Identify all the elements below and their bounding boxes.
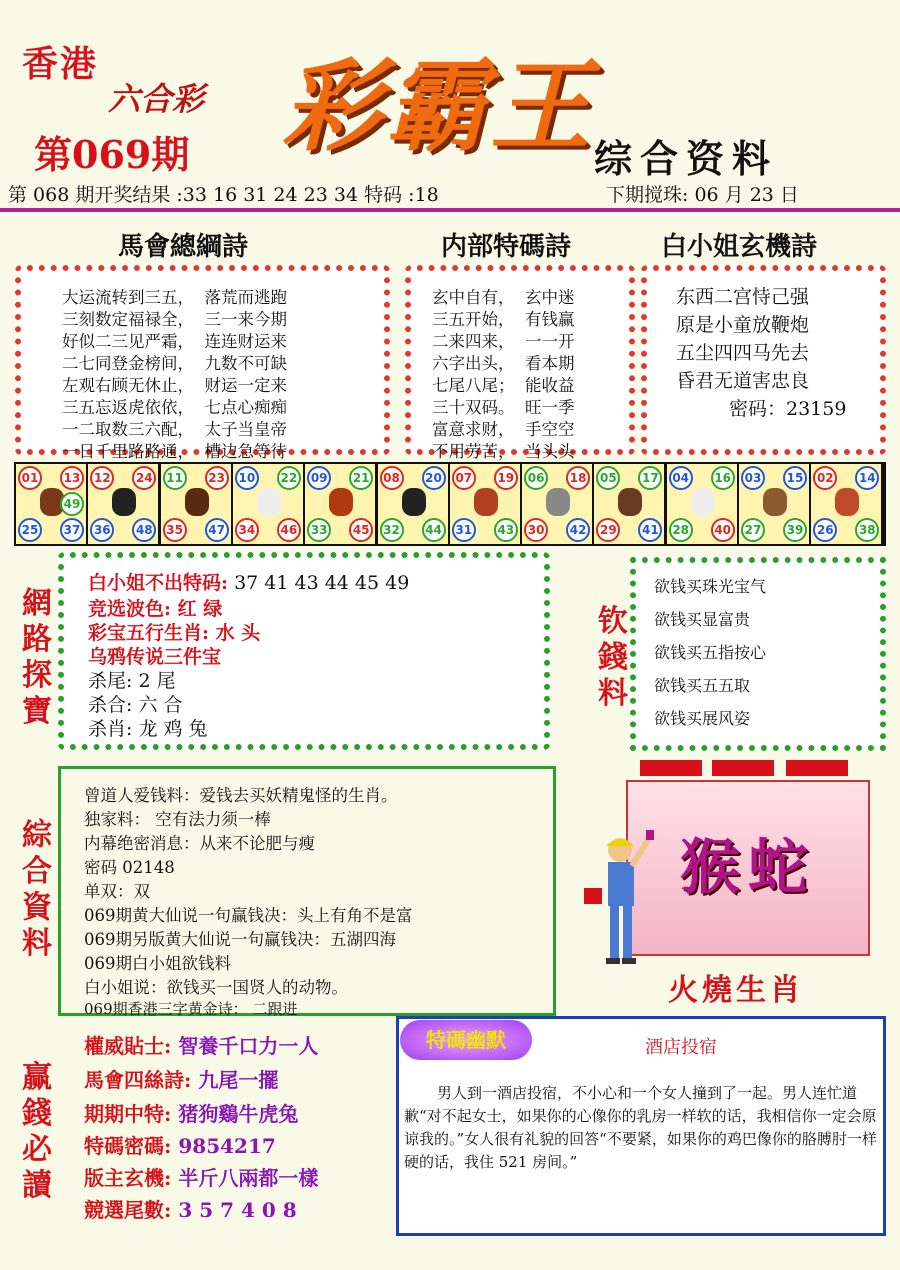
zodiac-cell bbox=[522, 464, 592, 544]
win-row bbox=[84, 1064, 278, 1093]
poem-text-1: 大运流转到三五， 落荒而逃跑 三刻数定福禄全， 三一来今期 好似二三见严霜， 连连财运来 二七同登金榜间， 九数不可缺 左观右顾无休止， 财运一定来 三五忘返虎依依， 七点心痴痴 一二取数三六配， 太子当皇帝 一日千里路路通， 槽边急等待 bbox=[62, 288, 287, 461]
money-label: 钦錢料 bbox=[598, 604, 628, 711]
info-line: 密码 02148 bbox=[84, 858, 175, 877]
five-element-line: 彩宝五行生肖: 水 头 bbox=[88, 622, 261, 644]
network-label: 網路探寶 bbox=[22, 586, 52, 729]
info-line: 069期白小姐欲钱料 bbox=[84, 954, 231, 973]
next-draw-date: 下期搅珠: 06 月 23 日 bbox=[606, 184, 799, 206]
number-ball: 17 bbox=[638, 466, 662, 490]
number-ball: 02 bbox=[813, 466, 837, 490]
win-row bbox=[84, 1098, 298, 1127]
zodiac-animal-icon bbox=[763, 488, 787, 516]
zodiac-animal-icon bbox=[185, 488, 209, 516]
win-value: 智養千口力一人 bbox=[178, 1034, 319, 1058]
info-line: 069期另版黄大仙说一句赢钱决：五湖四海 bbox=[84, 930, 396, 949]
poem3-line: 原是小童放鞭炮 bbox=[676, 314, 810, 336]
poem3-line: 五尘四四马先去 bbox=[676, 342, 810, 364]
last-result: 第 068 期开奖结果 :33 16 31 24 23 34 特码 :18 bbox=[8, 184, 439, 206]
number-ball: 32 bbox=[380, 518, 404, 542]
number-ball: 43 bbox=[494, 518, 518, 542]
number-ball: 13 bbox=[60, 466, 84, 490]
win-row bbox=[84, 1194, 297, 1223]
number-ball: 19 bbox=[494, 466, 518, 490]
info-line: 069期香港三字黄金诗： 二跟进 bbox=[84, 1000, 298, 1018]
money-item: 欲钱买珠光宝气 bbox=[654, 577, 767, 596]
win-key: 競選尾數: bbox=[84, 1198, 172, 1222]
zodiac-animal-icon bbox=[618, 488, 642, 516]
win-value: 3 5 7 4 0 8 bbox=[178, 1198, 297, 1222]
number-ball: 25 bbox=[18, 518, 42, 542]
poem-text-2: 玄中自有， 玄中迷 三五开始， 有钱赢 二来四来， 一一开 六字出头， 看本期 七尾八尾； 能收益 三十双码。 旺一季 富意求财， 手空空 不用劳苦， 当头头 bbox=[432, 288, 575, 461]
poem3-line: 昏君无道害忠良 bbox=[676, 370, 810, 392]
zodiac-animal-icon bbox=[546, 488, 570, 516]
number-ball: 47 bbox=[205, 518, 229, 542]
number-ball: 08 bbox=[380, 466, 404, 490]
lottery-label: 六合彩 bbox=[108, 80, 205, 118]
joke-body: 男人到一酒店投宿，不小心和一个女人撞到了一起。男人连忙道歉“对不起女士，如果你的心像你的乳房一样软的话，我相信你一定会原谅我的。”女人很有礼貌的回答“不要紧，如果你的鸡巴像你的胳膊肘一样硬的话，我住 521 房间。” bbox=[404, 1084, 877, 1171]
number-ball: 18 bbox=[566, 466, 590, 490]
number-ball: 12 bbox=[90, 466, 114, 490]
zodiac-animal-icon bbox=[257, 488, 281, 516]
number-ball: 01 bbox=[18, 466, 42, 490]
no-special-key: 白小姐不出特码: bbox=[88, 572, 229, 594]
billboard-zodiac: 猴蛇 bbox=[680, 833, 816, 903]
zodiac-cell bbox=[667, 464, 737, 544]
poem3-line: 东西二宫恃己强 bbox=[676, 286, 810, 308]
money-item: 欲钱买展风姿 bbox=[654, 709, 751, 728]
painter-illustration bbox=[572, 830, 662, 970]
number-ball: 37 bbox=[60, 518, 84, 542]
region-label: 香港 bbox=[22, 43, 99, 85]
poem3-code: 密码：23159 bbox=[729, 398, 847, 420]
zodiac-cell bbox=[88, 464, 158, 544]
kill-tail-line: 杀尾: 2 尾 bbox=[88, 670, 176, 692]
info-line: 单双：双 bbox=[84, 882, 150, 901]
win-key: 版主玄機: bbox=[84, 1166, 172, 1190]
zodiac-cell bbox=[305, 464, 375, 544]
zodiac-animal-icon bbox=[835, 488, 859, 516]
number-ball: 07 bbox=[452, 466, 476, 490]
win-value: 半斤八兩都一樣 bbox=[178, 1166, 319, 1190]
zodiac-number-strip bbox=[14, 462, 886, 546]
win-value: 9854217 bbox=[178, 1134, 276, 1158]
number-ball: 10 bbox=[235, 466, 259, 490]
win-key: 權威貼士: bbox=[84, 1034, 172, 1058]
number-ball: 16 bbox=[711, 466, 735, 490]
zodiac-cell bbox=[233, 464, 303, 544]
win-key: 期期中特: bbox=[84, 1102, 172, 1126]
win-row bbox=[84, 1162, 318, 1191]
number-ball: 33 bbox=[307, 518, 331, 542]
brand-title: 彩霸王 bbox=[282, 47, 594, 165]
number-ball: 42 bbox=[566, 518, 590, 542]
win-row bbox=[84, 1030, 318, 1059]
win-value: 九尾一擺 bbox=[198, 1068, 279, 1092]
fire-zodiac-caption: 火燒生肖 bbox=[668, 973, 804, 1008]
money-item: 欲钱买五五取 bbox=[654, 676, 751, 695]
brand-subtitle: 综合资料 bbox=[594, 136, 779, 181]
money-item: 欲钱买五指按心 bbox=[654, 643, 767, 662]
crow-legend-line: 乌鸦传说三件宝 bbox=[88, 646, 222, 668]
number-ball: 20 bbox=[422, 466, 446, 490]
zodiac-cell bbox=[161, 464, 231, 544]
zodiac-animal-icon bbox=[402, 488, 426, 516]
info-line: 内幕绝密消息：从来不论肥与瘦 bbox=[84, 834, 315, 853]
number-ball: 30 bbox=[524, 518, 548, 542]
info-line: 白小姐说：欲钱买一国贤人的动物。 bbox=[84, 978, 348, 997]
zodiac-cell bbox=[739, 464, 809, 544]
number-ball: 21 bbox=[349, 466, 373, 490]
zodiac-cell bbox=[16, 464, 86, 544]
number-ball: 27 bbox=[741, 518, 765, 542]
zodiac-cell bbox=[450, 464, 520, 544]
number-ball: 49 bbox=[60, 492, 84, 516]
number-ball: 28 bbox=[669, 518, 693, 542]
win-row bbox=[84, 1130, 276, 1159]
info-line: 曾道人爱钱料：爱钱去买妖精鬼怪的生肖。 bbox=[84, 786, 398, 805]
zodiac-animal-icon bbox=[112, 488, 136, 516]
number-ball: 11 bbox=[163, 466, 187, 490]
info-line: 069期黄大仙说一句赢钱决：头上有角不是富 bbox=[84, 906, 413, 925]
number-ball: 09 bbox=[307, 466, 331, 490]
win-key: 特碼密碼: bbox=[84, 1134, 172, 1158]
number-ball: 05 bbox=[596, 466, 620, 490]
number-ball: 38 bbox=[855, 518, 879, 542]
number-ball: 23 bbox=[205, 466, 229, 490]
no-special-line bbox=[88, 568, 409, 595]
number-ball: 46 bbox=[277, 518, 301, 542]
number-ball: 22 bbox=[277, 466, 301, 490]
zodiac-animal-icon bbox=[691, 488, 715, 516]
info-line: 独家料： 空有法力须一棒 bbox=[84, 810, 271, 829]
comprehensive-label: 綜合資料 bbox=[22, 818, 52, 961]
number-ball: 24 bbox=[132, 466, 156, 490]
poem-text-3 bbox=[676, 283, 809, 395]
number-ball: 36 bbox=[90, 518, 114, 542]
billboard-post bbox=[640, 760, 702, 776]
number-ball: 48 bbox=[132, 518, 156, 542]
joke-title: 酒店投宿 bbox=[645, 1037, 717, 1058]
poem-title-3: 白小姐玄機詩 bbox=[661, 232, 818, 262]
money-item: 欲钱买显富贵 bbox=[654, 610, 751, 629]
number-ball: 41 bbox=[638, 518, 662, 542]
number-ball: 39 bbox=[783, 518, 807, 542]
no-special-numbers: 37 41 43 44 45 49 bbox=[234, 572, 410, 594]
kill-combo-line: 杀合: 六 合 bbox=[88, 694, 183, 716]
zodiac-cell bbox=[811, 464, 881, 544]
billboard-post bbox=[712, 760, 774, 776]
zodiac-animal-icon bbox=[329, 488, 353, 516]
number-ball: 04 bbox=[669, 466, 693, 490]
joke-badge: 特碼幽默 bbox=[400, 1020, 532, 1060]
wave-color-line: 竞选波色: 红 绿 bbox=[88, 598, 223, 620]
number-ball: 34 bbox=[235, 518, 259, 542]
number-ball: 03 bbox=[741, 466, 765, 490]
number-ball: 14 bbox=[855, 466, 879, 490]
zodiac-cell bbox=[378, 464, 448, 544]
header-divider bbox=[0, 208, 900, 212]
kill-zodiac-line: 杀肖: 龙 鸡 兔 bbox=[88, 718, 208, 740]
number-ball: 44 bbox=[422, 518, 446, 542]
poem-title-1: 馬會總綱詩 bbox=[118, 232, 249, 262]
number-ball: 15 bbox=[783, 466, 807, 490]
win-value: 猪狗鷄牛虎兔 bbox=[178, 1102, 299, 1126]
billboard-post bbox=[786, 760, 848, 776]
issue-number: 第069期 bbox=[34, 132, 190, 177]
win-key: 馬會四絲詩: bbox=[84, 1068, 192, 1092]
number-ball: 40 bbox=[711, 518, 735, 542]
zodiac-cell bbox=[594, 464, 664, 544]
number-ball: 29 bbox=[596, 518, 620, 542]
poem-title-2: 内部特碼詩 bbox=[441, 232, 572, 262]
zodiac-animal-icon bbox=[474, 488, 498, 516]
number-ball: 35 bbox=[163, 518, 187, 542]
number-ball: 31 bbox=[452, 518, 476, 542]
number-ball: 26 bbox=[813, 518, 837, 542]
number-ball: 06 bbox=[524, 466, 548, 490]
win-label: 赢錢必讀 bbox=[22, 1060, 52, 1203]
number-ball: 45 bbox=[349, 518, 373, 542]
